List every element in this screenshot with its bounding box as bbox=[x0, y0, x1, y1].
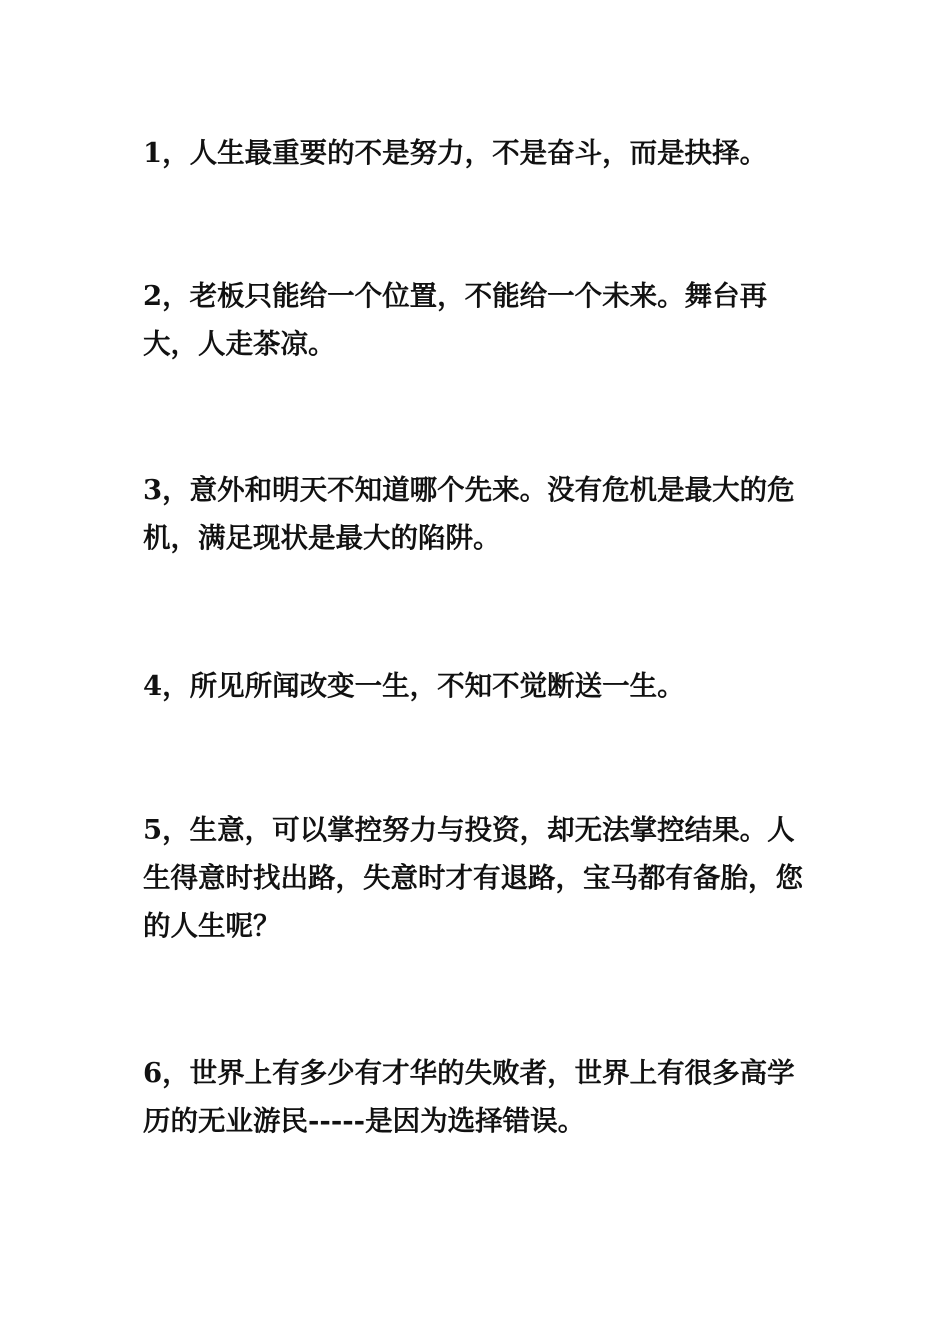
paragraph-2: 2，老板只能给一个位置，不能给一个未来。舞台再大，人走茶凉。 bbox=[143, 280, 768, 360]
paragraph-6: 6，世界上有多少有才华的失败者，世界上有很多高学历的无业游民-----是因为选择错误。 bbox=[143, 1057, 795, 1137]
paragraph-5: 5，生意，可以掌控努力与投资，却无法掌控结果。人生得意时找出路，失意时才有退路，宝马都有备胎，您的人生呢？ bbox=[143, 814, 803, 942]
paragraph-4: 4，所见所闻改变一生，不知不觉断送一生。 bbox=[143, 670, 685, 702]
paragraph-1: 1，人生最重要的不是努力，不是奋斗，而是抉择。 bbox=[143, 137, 768, 169]
paragraph-3: 3，意外和明天不知道哪个先来。没有危机是最大的危机，满足现状是最大的陷阱。 bbox=[143, 474, 795, 554]
